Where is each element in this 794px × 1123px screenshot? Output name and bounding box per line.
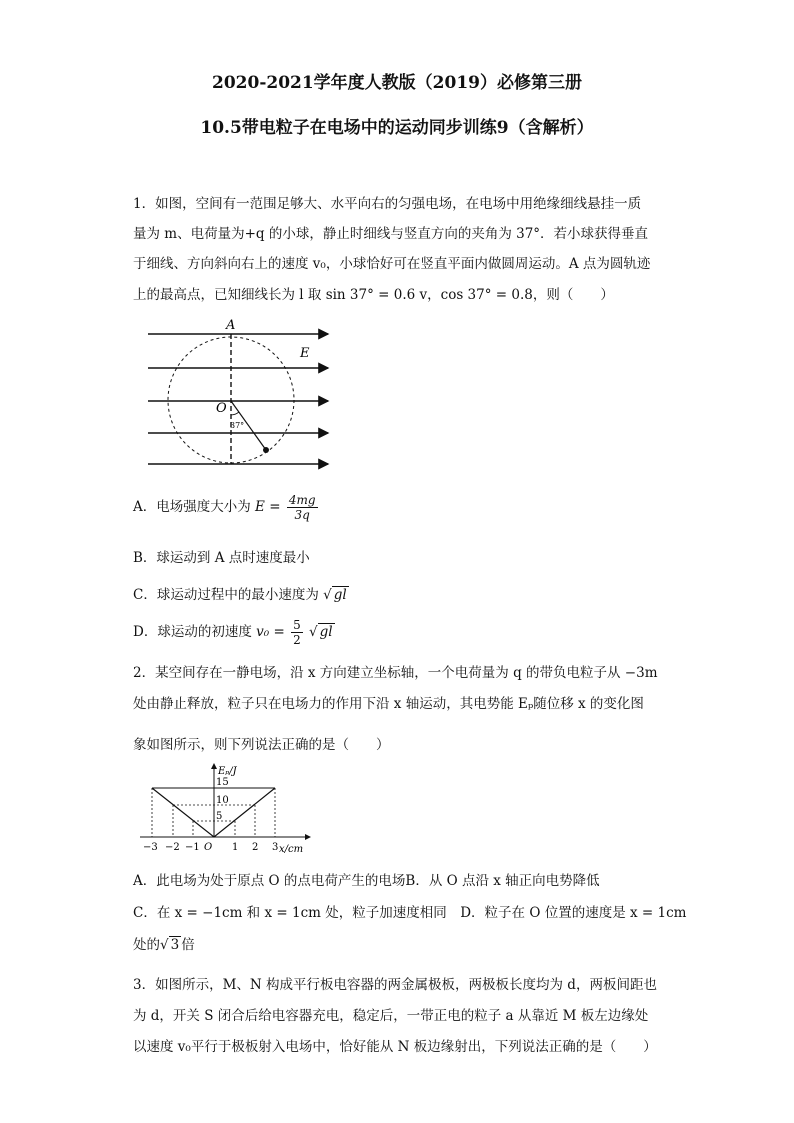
q2-y-tick-10: 10 (216, 795, 229, 806)
q1-option-d-sqrt: √ gl (309, 624, 333, 640)
q1-option-d[interactable] (133, 618, 335, 647)
q2-options-ab[interactable]: A．此电场为处于原点 O 的点电荷产生的电场B．从 O 点沿 x 轴正向电势降低 (133, 873, 600, 889)
q2-x-tick-1: 1 (232, 842, 239, 853)
q2-y-axis-label: Eₚ/J (218, 766, 237, 777)
q1-option-a-fraction (287, 493, 318, 522)
q1-option-c[interactable] (133, 583, 349, 603)
q2-line-2: 处由静止释放，粒子只在电场力的作用下沿 x 轴运动，其电势能 Eₚ随位移 x 的变化图 (133, 696, 644, 712)
q1-option-a[interactable] (133, 493, 320, 522)
q1-option-c-text: C．球运动过程中的最小速度为 (133, 587, 319, 603)
q2-line-3: 象如图所示，则下列说法正确的是（ ） (133, 737, 390, 753)
q2-option-d-cont-prefix: 处的 (133, 937, 160, 953)
q2-option-d-sqrt: √ 3 (160, 937, 180, 953)
q1-option-c-radicand: gl (333, 587, 347, 603)
q2-origin-label: O (204, 842, 213, 853)
q1-option-b[interactable]: B．球运动到 A 点时速度最小 (133, 550, 310, 566)
q1-option-c-sqrt: √ gl (323, 587, 347, 603)
q2-line-1: 2．某空间存在一静电场，沿 x 方向建立坐标轴，一个电荷量为 q 的带负电粒子从 −3m (133, 665, 658, 681)
q1-option-d-num: 5 (293, 618, 301, 632)
q2-y-tick-15: 15 (216, 777, 229, 788)
q1-option-a-lhs: E = (255, 499, 281, 515)
q1-option-d-text: D．球运动的初速度 (133, 624, 252, 640)
title-line-1: 2020-2021学年度人教版（2019）必修第三册 (212, 73, 582, 93)
title-line-2: 10.5带电粒子在电场中的运动同步训练9（含解析） (200, 118, 594, 138)
q1-option-d-radicand: gl (319, 624, 333, 640)
q2-options-cd[interactable]: C．在 x = −1cm 和 x = 1cm 处，粒子加速度相同 D．粒子在 O 位置的速度是 x = 1cm (133, 905, 687, 921)
q1-line-2: 量为 m、电荷量为+q 的小球，静止时细线与竖直方向的夹角为 37°．若小球获得垂直 (133, 226, 649, 242)
q2-x-tick-m1: −1 (185, 842, 200, 853)
q2-x-tick-m3: −3 (143, 842, 158, 853)
q1-label-angle: 37° (230, 421, 245, 430)
q3-line-2: 为 d，开关 S 闭合后给电容器充电，稳定后，一带正电的粒子 a 从靠近 M 板左边缘处 (133, 1008, 649, 1024)
q2-x-tick-2: 2 (252, 842, 259, 853)
q1-line-3: 于细线、方向斜向右上的速度 v₀，小球恰好可在竖直平面内做圆周运动。A 点为圆轨迹 (133, 256, 651, 272)
q1-line-1: 1．如图，空间有一范围足够大、水平向右的匀强电场，在电场中用绝缘细线悬挂一质 (133, 196, 642, 212)
q1-option-a-text: A．电场强度大小为 (133, 499, 251, 515)
q2-option-d-cont-suffix: 倍 (181, 937, 195, 953)
q2-option-d-radicand: 3 (170, 937, 180, 953)
q1-option-d-lhs: v₀ = (256, 624, 285, 640)
q2-option-d-cont (133, 933, 195, 953)
q2-x-tick-m2: −2 (165, 842, 180, 853)
q1-label-e: E (300, 346, 310, 361)
q3-line-3: 以速度 v₀平行于极板射入电场中，恰好能从 N 板边缘射出，下列说法正确的是（ ） (133, 1039, 657, 1055)
q1-field-figure (140, 312, 340, 472)
q1-option-a-num: 4mg (288, 493, 316, 507)
q1-line-4: 上的最高点，已知细线长为 l 取 sin 37° = 0.6 v，cos 37° = 0.8，则（ ） (133, 287, 614, 303)
q1-label-a: A (226, 318, 236, 333)
q2-x-axis-label: x/cm (279, 844, 304, 855)
q1-label-o: O (216, 401, 227, 416)
q2-y-tick-5: 5 (216, 811, 223, 822)
q2-x-tick-3: 3 (272, 842, 279, 853)
q3-line-1: 3．如图所示，M、N 构成平行板电容器的两金属极板，两极板长度均为 d，两板间距也 (133, 977, 657, 993)
q1-option-d-den: 2 (293, 633, 301, 647)
q1-option-d-fraction (291, 618, 303, 647)
q2-energy-graph (138, 760, 318, 856)
q1-option-a-den: 3q (294, 508, 310, 522)
